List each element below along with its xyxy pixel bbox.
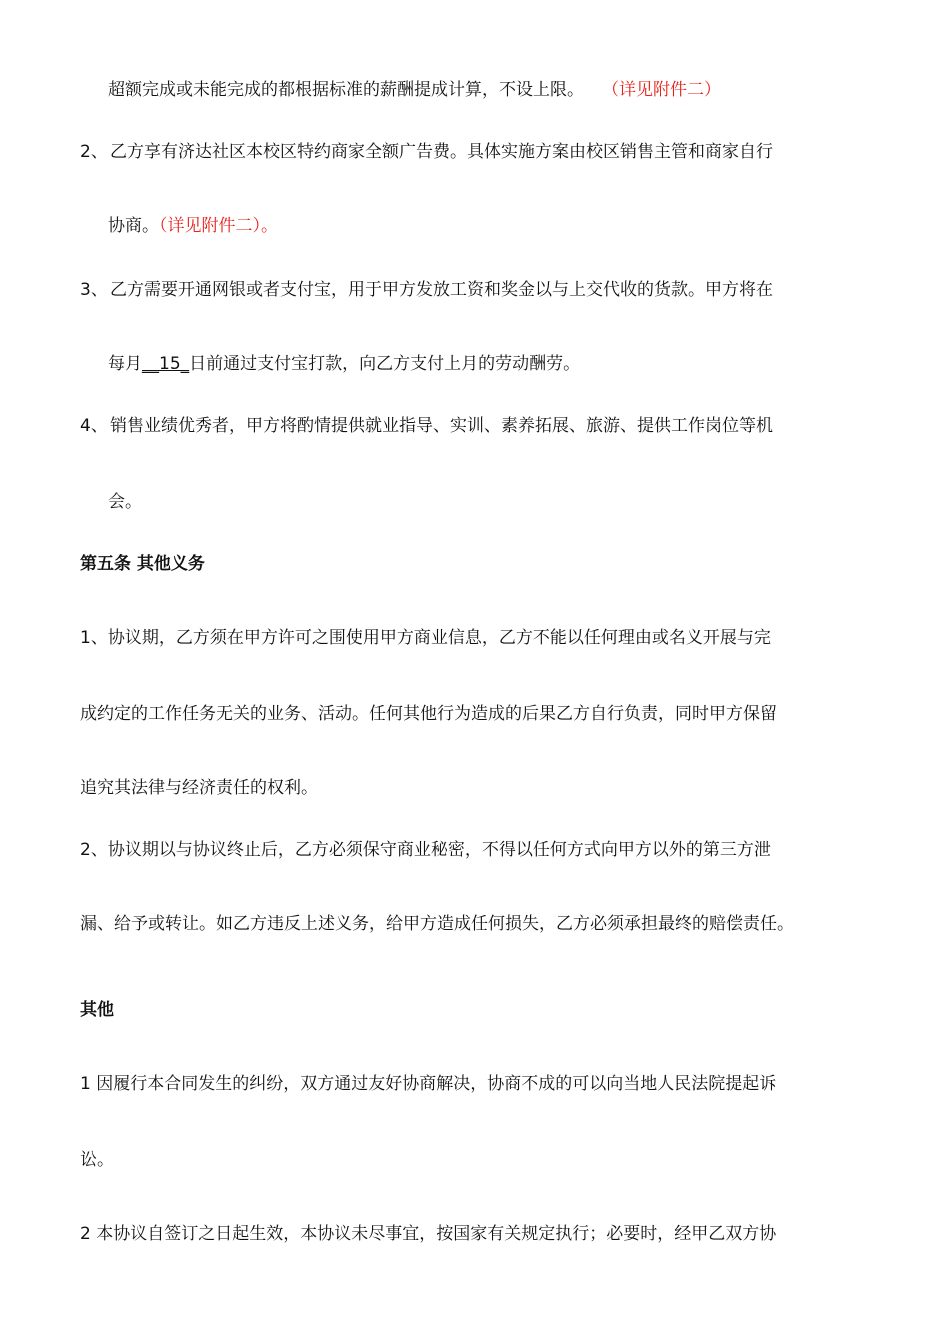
item3-line1-text: 乙方需要开通网银或者支付宝，用于甲方发放工资和奖金以与上交代收的货款。甲方将在: [110, 280, 773, 300]
item1-annex-note: （详见附件二）: [602, 80, 721, 100]
section5-p2-line1: 2、协议期以与协议终止后，乙方必须保守商业秘密，不得以任何方式向甲方以外的第三方泄: [80, 840, 771, 860]
item1-continuation: [108, 78, 721, 102]
item4-number: 4、: [80, 416, 108, 436]
item2-line1-text: 乙方享有济达社区本校区特约商家全额广告费。具体实施方案由校区销售主管和商家自行: [110, 142, 773, 162]
other-p2-line1: 2 本协议自签订之日起生效，本协议未尽事宜，按国家有关规定执行；必要时，经甲乙双方协: [80, 1224, 777, 1244]
item2-number: 2、: [80, 142, 108, 162]
item4-line1: [80, 414, 773, 438]
item3-line2-post: 日前通过支付宝打款，向乙方支付上月的劳动酬劳。: [189, 354, 581, 374]
other-heading: 其他: [80, 1000, 114, 1020]
section5-p1-line3: 追究其法律与经济责任的权利。: [80, 778, 318, 798]
section5-p2-line2: 漏、给予或转让。如乙方违反上述义务，给甲方造成任何损失，乙方必须承担最终的赔偿责任。: [80, 914, 794, 934]
item3-number: 3、: [80, 280, 108, 300]
item4-line2-text: 会。: [108, 492, 142, 512]
item4-line2: [108, 490, 142, 514]
section5-p1-line1: 1、协议期，乙方须在甲方许可之围使用甲方商业信息，乙方不能以任何理由或名义开展与完: [80, 628, 771, 648]
item3-line2-pre: 每月: [108, 354, 142, 374]
item2-line1: [80, 140, 773, 164]
item3-line2: [108, 352, 580, 376]
item4-line1-text: 销售业绩优秀者，甲方将酌情提供就业指导、实训、素养拓展、旅游、提供工作岗位等机: [110, 416, 773, 436]
section5-p1-line2: 成约定的工作任务无关的业务、活动。任何其他行为造成的后果乙方自行负责，同时甲方保留: [80, 704, 777, 724]
item1-continuation-text: 超额完成或未能完成的都根据标准的薪酬提成计算，不设上限。: [108, 80, 584, 100]
other-p1-line1: 1 因履行本合同发生的纠纷，双方通过友好协商解决，协商不成的可以向当地人民法院提起诉: [80, 1074, 777, 1094]
item2-line2-text: 协商。: [108, 216, 159, 236]
item2-annex-note: （详见附件二）。: [159, 216, 278, 236]
payment-day-blank: __15_: [142, 354, 190, 374]
other-p1-line2: 讼。: [80, 1150, 114, 1170]
item3-line1: [80, 278, 773, 302]
section5-heading: 第五条 其他义务: [80, 554, 205, 574]
item2-line2: [108, 214, 278, 238]
